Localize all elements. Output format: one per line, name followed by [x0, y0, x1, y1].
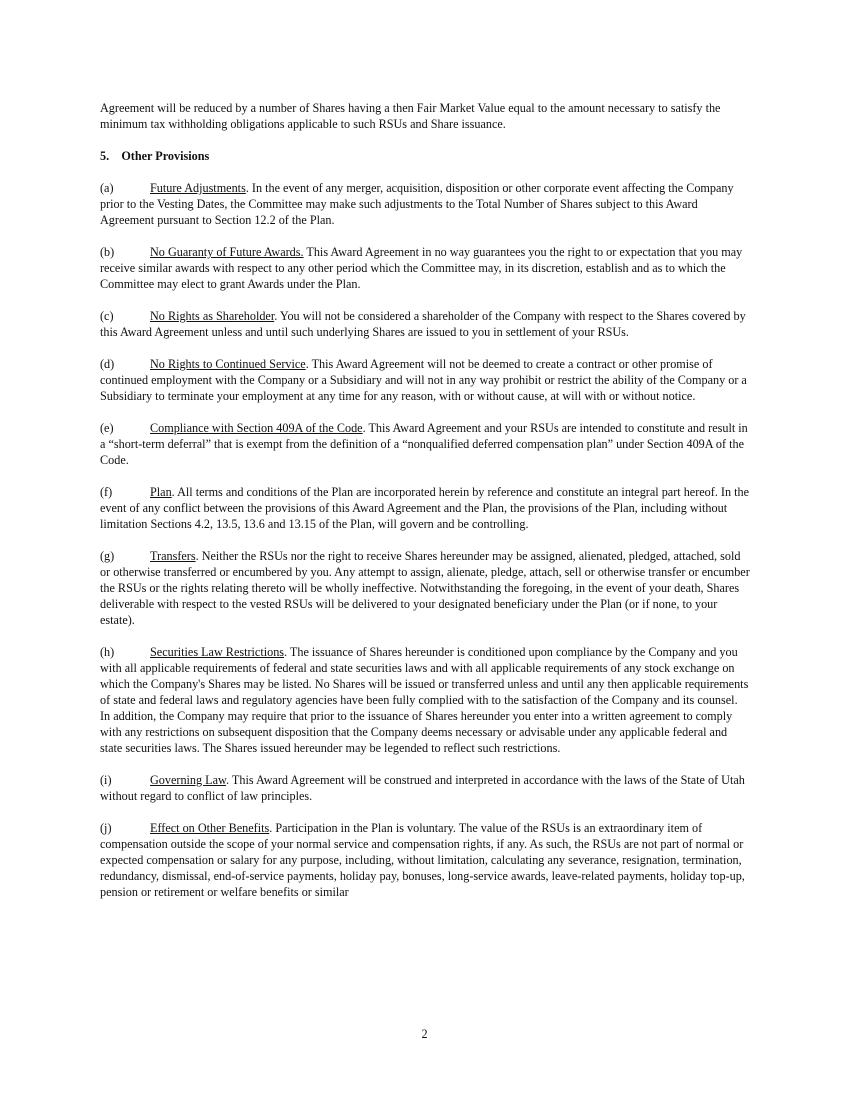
- provision-title-suffix: .: [195, 549, 199, 563]
- provision-title: Future Adjustments: [150, 181, 246, 195]
- provision-e: [100, 420, 750, 468]
- provision-label: (j): [100, 821, 112, 835]
- provision-text: The issuance of Shares hereunder is conditioned upon compliance by the Company and you with all applicable requirements of federal and state securities laws and with all applicable requirements of any stock exchange on which the Company's Shares may be listed. No Shares will be issued or transferred unless and until any then applicable requirements of state and federal laws and regulatory agencies have been fully complied with to the satisfaction of the Company and its counsel. In addition, the Company may require that prior to the issuance of Shares hereunder you enter into a written agreement to comply with any restrictions on subsequent disposition that the Company deems necessary or advisable under any applicable federal and state securities laws. The Shares issued hereunder may be legended to reflect such restrictions.: [100, 645, 749, 755]
- provision-title-suffix: .: [274, 309, 278, 323]
- section-heading: 5. Other Provisions: [100, 149, 210, 163]
- provision-g: [100, 548, 750, 628]
- provision-title: No Rights as Shareholder: [150, 309, 275, 323]
- provision-title-suffix: .: [284, 645, 288, 659]
- provision-title-suffix: .: [226, 773, 230, 787]
- provision-label: (g): [100, 549, 115, 563]
- provision-text: In the event of any merger, acquisition, disposition or other corporate event affecting the Company prior to the Vesting Dates, the Committee may make such adjustments to the Total Number of Shares subject to this Award Agreement pursuant to Section 12.2 of the Plan.: [100, 181, 734, 227]
- intro-paragraph: Agreement will be reduced by a number of Shares having a then Fair Market Value equal to the amount necessary to satisfy the minimum tax withholding obligations applicable to such RSUs and Share issuance.: [100, 101, 721, 131]
- provision-title: Securities Law Restrictions: [150, 645, 285, 659]
- provision-j: [100, 820, 750, 900]
- provision-label: (c): [100, 309, 114, 323]
- provision-title-suffix: .: [305, 357, 309, 371]
- provision-title: Effect on Other Benefits: [150, 821, 270, 835]
- provision-d: [100, 356, 750, 404]
- provision-text: All terms and conditions of the Plan are incorporated herein by reference and constitute an integral part hereof. In the event of any conflict between the provisions of this Award Agreement and the Plan, the provisions of the Plan, including without limitation Sections 4.2, 13.5, 13.6 and 13.15 of the Plan, will govern and be controlling.: [100, 485, 750, 531]
- provision-label: (d): [100, 357, 115, 371]
- provision-title: Compliance with Section 409A of the Code: [150, 421, 363, 435]
- provision-label: (e): [100, 421, 114, 435]
- provision-text: This Award Agreement in no way guarantees you the right to or expectation that you may receive similar awards with respect to any other period which the Committee may, in its discretion, establish and as to which the Committee may elect to grant Awards under the Plan.: [100, 245, 743, 291]
- provision-label: (f): [100, 485, 113, 499]
- provision-title-suffix: .: [171, 485, 175, 499]
- provision-label: (a): [100, 181, 114, 195]
- provision-title-suffix: .: [245, 181, 249, 195]
- provision-text: Neither the RSUs nor the right to receive Shares hereunder may be assigned, alienated, pledged, attached, sold or otherwise transferred or encumbered by you. Any attempt to assign, alienate, pledge, attach, sell or otherwise transfer or encumber the RSUs or the rights relating thereto will be wholly ineffective. Notwithstanding the foregoing, in the event of your death, Shares deliverable with respect to the vested RSUs will be delivered to your designated beneficiary under the Plan (or if none, to your estate).: [100, 549, 750, 627]
- provision-title-suffix: .: [362, 421, 366, 435]
- provision-text: This Award Agreement and your RSUs are intended to constitute and result in a “short-term deferral” that is exempt from the definition of a “nonqualified deferred compensation plan” under Section 409A of the Code.: [100, 421, 748, 467]
- provision-title: Plan: [150, 485, 172, 499]
- provision-text: This Award Agreement will be construed and interpreted in accordance with the laws of the State of Utah without regard to conflict of law principles.: [100, 773, 745, 803]
- provision-label: (i): [100, 773, 112, 787]
- provision-title: No Guaranty of Future Awards.: [150, 245, 304, 259]
- provision-title: Governing Law: [150, 773, 227, 787]
- provision-label: (b): [100, 245, 115, 259]
- provision-label: (h): [100, 645, 115, 659]
- provision-c: [100, 308, 750, 340]
- provision-title: No Rights to Continued Service: [150, 357, 306, 371]
- provision-text: You will not be considered a shareholder of the Company with respect to the Shares covered by this Award Agreement unless and until such underlying Shares are issued to you in settlement of your RSUs.: [100, 309, 746, 339]
- provision-text: Participation in the Plan is voluntary. The value of the RSUs is an extraordinary item of compensation outside the scope of your normal service and compensation rights, if any. As such, the RSUs are not part of normal or expected compensation or salary for any purpose, including, without limitation, calculating any severance, resignation, termination, redundancy, dismissal, end-of-service payments, holiday pay, bonuses, long-service awards, leave-related payments, holiday top-up, pension or retirement or welfare benefits or similar: [100, 821, 745, 899]
- provision-text: This Award Agreement will not be deemed to create a contract or other promise of continued employment with the Company or a Subsidiary and will not in any way prohibit or restrict the ability of the Company or a Subsidiary to terminate your employment at any time for any reason, with or without cause, at will with or without notice.: [100, 357, 747, 403]
- provision-a: [100, 180, 750, 228]
- document-page: [100, 100, 750, 916]
- provision-b: [100, 244, 750, 292]
- provision-title-suffix: .: [269, 821, 273, 835]
- provision-f: [100, 484, 750, 532]
- provision-title: Transfers: [150, 549, 196, 563]
- provision-h: [100, 644, 750, 756]
- page-number: 2: [421, 1027, 428, 1041]
- provision-i: [100, 772, 750, 804]
